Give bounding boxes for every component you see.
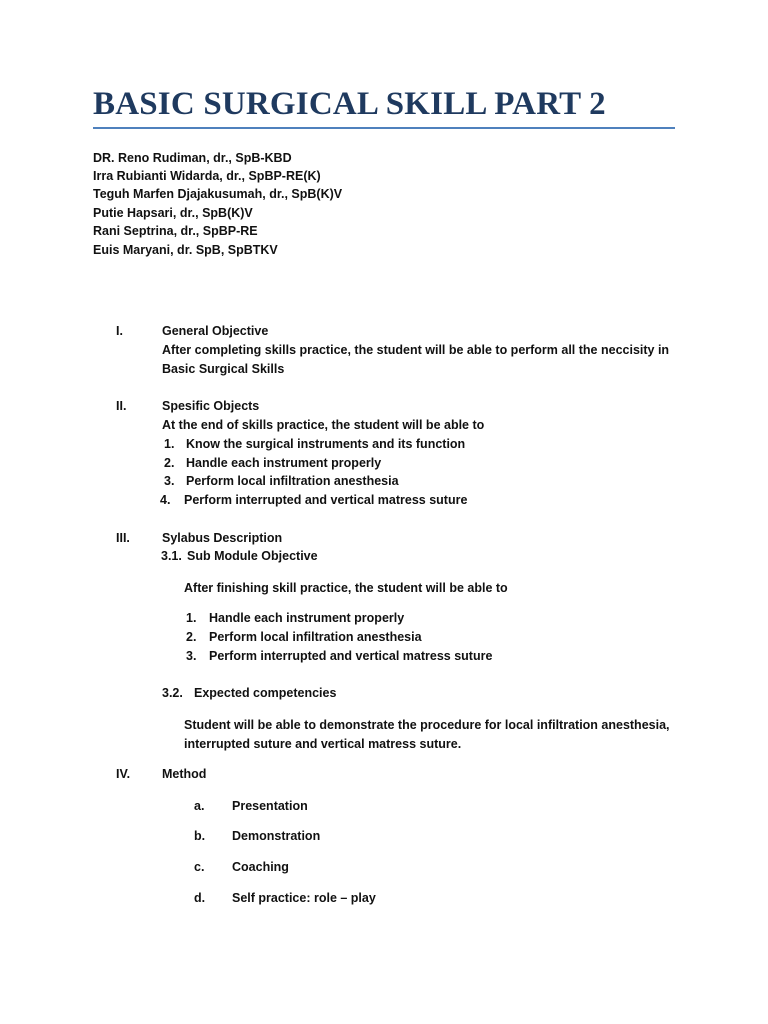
author-4: Putie Hapsari, dr., SpB(K)V [93,206,253,220]
list-item: Handle each instrument properly [209,611,405,625]
list-item-number: 3. [164,474,175,488]
section-4-numeral: IV. [116,767,131,781]
method-item: Demonstration [232,829,321,843]
section-1-numeral: I. [116,324,123,338]
list-item-number: 1. [164,437,175,451]
author-2: Irra Rubianti Widarda, dr., SpBP-RE(K) [93,169,321,183]
method-item-letter: b. [194,829,206,843]
method-item-letter: c. [194,860,205,874]
list-item: Handle each instrument properly [186,456,382,470]
list-item: Know the surgical instruments and its function [186,437,466,451]
section-2-heading: Spesific Objects [162,399,260,413]
section-2-intro: At the end of skills practice, the student will be able to [162,418,485,432]
list-item-number: 3. [186,649,197,663]
title-divider [93,127,675,129]
method-item: Coaching [232,860,289,874]
section-4-heading: Method [162,767,207,781]
section-1-text-line-1: After completing skills practice, the student will be able to perform all the neccisity in [162,343,670,357]
subsection-3-1-intro: After finishing skill practice, the student will be able to [184,581,508,595]
subsection-3-2-heading: Expected competencies [194,686,337,700]
method-item-letter: d. [194,891,206,905]
list-item: Perform local infiltration anesthesia [186,474,399,488]
method-item: Presentation [232,799,308,813]
method-item-letter: a. [194,799,205,813]
list-item: Perform interrupted and vertical matress suture [184,493,468,507]
list-item: Perform interrupted and vertical matress suture [209,649,493,663]
subsection-3-2-text-line-1: Student will be able to demonstrate the procedure for local infiltration anesthesia, [184,718,670,732]
list-item-number: 1. [186,611,197,625]
list-item: Perform local infiltration anesthesia [209,630,422,644]
section-1-heading: General Objective [162,324,269,338]
author-5: Rani Septrina, dr., SpBP-RE [93,224,258,238]
author-3: Teguh Marfen Djajakusumah, dr., SpB(K)V [93,187,343,201]
list-item-number: 2. [164,456,175,470]
author-1: DR. Reno Rudiman, dr., SpB-KBD [93,151,292,165]
subsection-3-1-heading: Sub Module Objective [187,549,318,563]
section-3-heading: Sylabus Description [162,531,283,545]
document-title: BASIC SURGICAL SKILL PART 2 [93,86,606,122]
subsection-3-2-text-line-2: interrupted suture and vertical matress suture. [184,737,462,751]
list-item-number: 4. [160,493,171,507]
subsection-3-2-number: 3.2. [162,686,183,700]
subsection-3-1-number: 3.1. [161,549,182,563]
method-item: Self practice: role – play [232,891,376,905]
author-6: Euis Maryani, dr. SpB, SpBTKV [93,243,278,257]
list-item-number: 2. [186,630,197,644]
section-3-numeral: III. [116,531,130,545]
section-1-text-line-2: Basic Surgical Skills [162,362,285,376]
section-2-numeral: II. [116,399,127,413]
